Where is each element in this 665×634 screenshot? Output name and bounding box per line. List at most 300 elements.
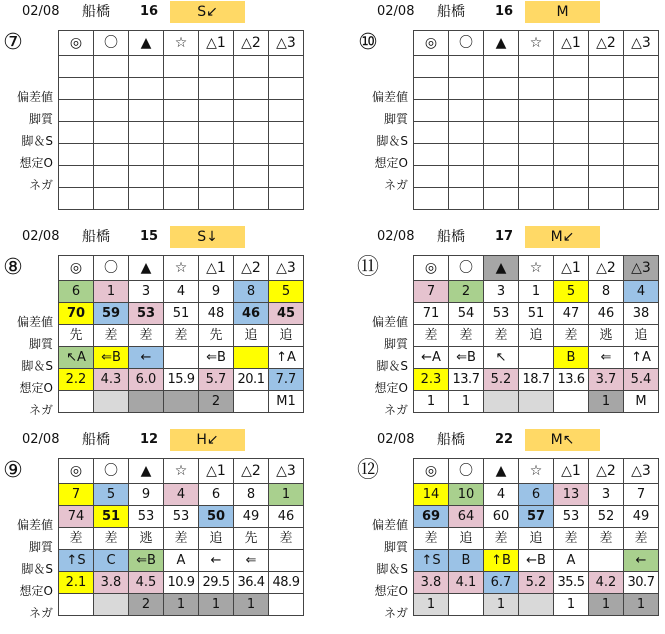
table-cell — [484, 166, 519, 188]
table-cell: 4.1 — [449, 572, 484, 594]
table-cell — [449, 166, 484, 188]
table-cell: 53 — [129, 303, 164, 325]
table-cell: 48.9 — [269, 572, 304, 594]
mark-header-cell: ▲ — [484, 459, 519, 484]
table-cell — [129, 166, 164, 188]
table-cell — [449, 144, 484, 166]
table-cell — [59, 144, 94, 166]
table-cell — [519, 122, 554, 144]
table-cell — [269, 144, 304, 166]
table-cell: 1 — [554, 594, 589, 616]
table-row — [59, 369, 304, 391]
mark-header-cell: △1 — [554, 459, 589, 484]
mark-header-cell: △3 — [624, 256, 659, 281]
table-cell: ⇐B — [129, 550, 164, 572]
table-cell: ← — [199, 550, 234, 572]
race-number: ⑨ — [3, 458, 23, 483]
table-cell — [129, 100, 164, 122]
table-cell — [129, 144, 164, 166]
table-cell: ←A — [414, 347, 449, 369]
mark-header-cell: ◎ — [414, 459, 449, 484]
mark-header-cell: ☆ — [519, 256, 554, 281]
mark-header-cell: 〇 — [94, 256, 129, 281]
table-cell: 10.9 — [164, 572, 199, 594]
table-cell: 6 — [199, 484, 234, 506]
table-row — [414, 369, 659, 391]
race-date: 02/08 — [22, 4, 60, 19]
table-cell: M1 — [269, 391, 304, 413]
race-distance: 15 — [140, 229, 159, 244]
table-cell: 8 — [234, 281, 269, 303]
table-row — [59, 144, 304, 166]
race-number: ⑪ — [356, 255, 379, 280]
race-date: 02/08 — [377, 4, 415, 19]
table-cell — [449, 100, 484, 122]
table-cell: 差 — [414, 325, 449, 347]
row-label: 偏差値 — [371, 315, 408, 329]
table-cell: 2 — [199, 391, 234, 413]
table-cell: 59 — [94, 303, 129, 325]
table-cell — [269, 550, 304, 572]
table-row — [414, 484, 659, 506]
table-cell: 1 — [449, 391, 484, 413]
table-row — [414, 281, 659, 303]
mark-header-cell: △1 — [199, 256, 234, 281]
table-cell — [624, 78, 659, 100]
table-cell: 追 — [234, 325, 269, 347]
table-cell — [589, 122, 624, 144]
table-cell: 5 — [94, 484, 129, 506]
table-cell: B — [554, 347, 589, 369]
table-cell: 53 — [484, 303, 519, 325]
row-label: 想定O — [19, 584, 53, 598]
table-cell — [94, 100, 129, 122]
table-cell: 3.8 — [94, 572, 129, 594]
table-cell — [624, 144, 659, 166]
table-cell — [94, 188, 129, 210]
table-cell: 46 — [589, 303, 624, 325]
table-row — [414, 56, 659, 78]
row-label: 脚質 — [383, 112, 408, 126]
table-cell: 6.0 — [129, 369, 164, 391]
mark-header-row — [59, 31, 304, 56]
table-cell: 5.4 — [624, 369, 659, 391]
table-cell — [234, 78, 269, 100]
table-cell: 8 — [589, 281, 624, 303]
row-labels — [355, 514, 410, 624]
table-cell — [589, 100, 624, 122]
row-label: 脚＆S — [21, 562, 53, 576]
table-cell — [164, 122, 199, 144]
table-cell: 64 — [449, 506, 484, 528]
prediction-table — [58, 30, 304, 210]
mark-header-row — [414, 459, 659, 484]
table-cell: 7 — [624, 484, 659, 506]
mark-header-cell: △3 — [269, 459, 304, 484]
table-cell: 4 — [164, 484, 199, 506]
mark-header-cell: △2 — [234, 256, 269, 281]
table-cell — [199, 144, 234, 166]
table-cell — [129, 78, 164, 100]
row-label: 想定O — [374, 156, 408, 170]
mark-header-cell: ☆ — [164, 459, 199, 484]
mark-header-cell: △3 — [624, 31, 659, 56]
table-cell: 52 — [589, 506, 624, 528]
row-label: ネガ — [28, 178, 53, 192]
table-cell — [449, 594, 484, 616]
race-venue: 船橋 — [437, 432, 465, 448]
table-cell: 逃 — [589, 325, 624, 347]
table-row — [59, 281, 304, 303]
table-row — [59, 550, 304, 572]
mark-header-cell: ▲ — [129, 256, 164, 281]
table-cell — [624, 56, 659, 78]
table-cell: 3 — [484, 281, 519, 303]
table-cell — [94, 144, 129, 166]
table-cell: 差 — [484, 325, 519, 347]
table-cell — [484, 56, 519, 78]
mark-header-cell: △2 — [234, 459, 269, 484]
table-cell: 49 — [234, 506, 269, 528]
mark-header-cell: △2 — [589, 256, 624, 281]
table-row — [59, 325, 304, 347]
table-cell — [519, 347, 554, 369]
table-cell — [269, 594, 304, 616]
table-cell: 1 — [519, 281, 554, 303]
race-panel-p7 — [0, 0, 305, 200]
table-cell — [414, 100, 449, 122]
table-cell: 13.7 — [449, 369, 484, 391]
table-cell — [554, 56, 589, 78]
table-cell — [484, 100, 519, 122]
table-cell — [129, 122, 164, 144]
table-cell — [269, 56, 304, 78]
prediction-table — [58, 458, 304, 616]
table-cell — [554, 100, 589, 122]
table-cell — [129, 56, 164, 78]
table-cell — [164, 78, 199, 100]
mark-header-cell: ◎ — [414, 31, 449, 56]
table-cell — [234, 188, 269, 210]
table-cell — [519, 144, 554, 166]
table-cell — [484, 144, 519, 166]
table-cell — [589, 56, 624, 78]
mark-header-cell: △3 — [624, 459, 659, 484]
table-cell: 1 — [624, 594, 659, 616]
race-number: ⑫ — [356, 458, 379, 483]
table-cell: 18.7 — [519, 369, 554, 391]
table-cell — [164, 166, 199, 188]
table-cell: 追 — [624, 325, 659, 347]
mark-header-cell: 〇 — [449, 256, 484, 281]
mark-header-cell: ☆ — [519, 31, 554, 56]
table-cell — [519, 56, 554, 78]
table-row — [414, 166, 659, 188]
row-labels — [0, 86, 55, 196]
race-distance: 17 — [495, 229, 514, 244]
table-cell: 57 — [519, 506, 554, 528]
row-label: ネガ — [383, 606, 408, 620]
table-cell — [59, 122, 94, 144]
table-cell: 53 — [164, 506, 199, 528]
table-cell — [94, 122, 129, 144]
row-label: ネガ — [28, 606, 53, 620]
race-header — [0, 227, 305, 247]
table-cell — [624, 188, 659, 210]
mark-header-row — [414, 31, 659, 56]
table-cell — [519, 78, 554, 100]
table-cell: 48 — [199, 303, 234, 325]
race-distance: 16 — [140, 4, 159, 19]
table-cell: 差 — [484, 528, 519, 550]
table-row — [59, 78, 304, 100]
table-cell — [519, 100, 554, 122]
table-cell: A — [164, 550, 199, 572]
row-label: 脚＆S — [376, 562, 408, 576]
table-cell: 13.6 — [554, 369, 589, 391]
table-cell: 先 — [59, 325, 94, 347]
mark-header-cell: △2 — [234, 31, 269, 56]
table-cell: ↑A — [269, 347, 304, 369]
table-cell — [234, 347, 269, 369]
race-distance: 12 — [140, 432, 159, 447]
table-cell: 49 — [624, 506, 659, 528]
table-cell — [59, 78, 94, 100]
race-venue: 船橋 — [437, 4, 465, 20]
mark-header-cell: ◎ — [59, 31, 94, 56]
race-date: 02/08 — [377, 229, 415, 244]
table-cell: 2.2 — [59, 369, 94, 391]
table-cell: 2.3 — [414, 369, 449, 391]
table-cell — [199, 166, 234, 188]
table-cell: 差 — [164, 325, 199, 347]
table-cell — [234, 144, 269, 166]
table-cell — [234, 100, 269, 122]
table-cell — [414, 144, 449, 166]
table-cell: 2 — [129, 594, 164, 616]
table-cell: 1 — [269, 484, 304, 506]
table-cell — [59, 56, 94, 78]
table-cell — [449, 122, 484, 144]
row-label: 脚質 — [28, 112, 53, 126]
table-cell — [129, 188, 164, 210]
table-cell — [199, 56, 234, 78]
row-label: 偏差値 — [371, 518, 408, 532]
mark-header-cell: 〇 — [449, 31, 484, 56]
mark-header-cell: ▲ — [484, 256, 519, 281]
table-cell — [94, 391, 129, 413]
table-row — [414, 325, 659, 347]
mark-header-cell: ▲ — [129, 459, 164, 484]
table-cell: 差 — [554, 528, 589, 550]
row-label: 脚＆S — [21, 359, 53, 373]
table-cell: 差 — [129, 325, 164, 347]
table-cell: 60 — [484, 506, 519, 528]
table-cell: 5.2 — [519, 572, 554, 594]
row-label: 偏差値 — [371, 90, 408, 104]
row-label: 脚質 — [28, 540, 53, 554]
table-cell: 3.7 — [589, 369, 624, 391]
table-cell: 先 — [199, 325, 234, 347]
table-cell — [94, 78, 129, 100]
table-cell — [234, 122, 269, 144]
race-panel-p10 — [355, 0, 660, 200]
table-cell: ⇐ — [589, 347, 624, 369]
prediction-table — [413, 458, 659, 616]
table-cell: 1 — [234, 594, 269, 616]
table-row — [414, 391, 659, 413]
table-cell: 45 — [269, 303, 304, 325]
race-panel-p11 — [355, 225, 660, 425]
row-labels — [355, 86, 410, 196]
race-date: 02/08 — [377, 432, 415, 447]
table-cell: 1 — [589, 391, 624, 413]
table-cell: 8 — [234, 484, 269, 506]
table-cell — [624, 122, 659, 144]
table-cell: 逃 — [129, 528, 164, 550]
table-cell: 20.1 — [234, 369, 269, 391]
race-panel-p9 — [0, 428, 305, 628]
table-cell: 差 — [624, 528, 659, 550]
table-cell: C — [94, 550, 129, 572]
table-cell — [449, 78, 484, 100]
track-condition: M↙ — [525, 226, 600, 248]
table-cell: 7.7 — [269, 369, 304, 391]
table-row — [59, 484, 304, 506]
table-cell: 9 — [199, 281, 234, 303]
table-row — [59, 506, 304, 528]
table-cell: 5.2 — [484, 369, 519, 391]
mark-header-cell: △1 — [554, 31, 589, 56]
table-cell: 4.3 — [94, 369, 129, 391]
table-cell: 5 — [269, 281, 304, 303]
mark-header-cell: ▲ — [129, 31, 164, 56]
table-cell — [59, 594, 94, 616]
table-cell — [519, 594, 554, 616]
table-cell: 30.7 — [624, 572, 659, 594]
row-labels — [355, 311, 410, 421]
table-cell: 9 — [129, 484, 164, 506]
mark-header-row — [414, 256, 659, 281]
race-header — [355, 227, 660, 247]
table-cell: ↑A — [624, 347, 659, 369]
prediction-table — [58, 255, 304, 413]
mark-header-cell: △1 — [199, 459, 234, 484]
table-cell: 51 — [94, 506, 129, 528]
race-panel-p8 — [0, 225, 305, 425]
table-cell: 6 — [59, 281, 94, 303]
track-condition: S↙ — [170, 1, 245, 23]
mark-header-cell: △3 — [269, 256, 304, 281]
race-distance: 16 — [495, 4, 514, 19]
table-cell: ↑B — [484, 550, 519, 572]
table-cell — [519, 166, 554, 188]
table-cell: 4 — [164, 281, 199, 303]
table-cell — [554, 391, 589, 413]
table-cell — [624, 100, 659, 122]
table-cell — [164, 391, 199, 413]
row-label: 偏差値 — [16, 315, 53, 329]
table-row — [59, 56, 304, 78]
table-row — [59, 572, 304, 594]
row-label: 偏差値 — [16, 518, 53, 532]
table-cell — [59, 166, 94, 188]
race-header — [0, 2, 305, 22]
table-cell: 1 — [414, 594, 449, 616]
row-label: 脚質 — [383, 337, 408, 351]
table-cell: ↑S — [59, 550, 94, 572]
race-venue: 船橋 — [82, 4, 110, 20]
table-cell — [589, 144, 624, 166]
table-cell: 10 — [449, 484, 484, 506]
table-cell: 2 — [449, 281, 484, 303]
table-cell: 36.4 — [234, 572, 269, 594]
mark-header-cell: ◎ — [59, 459, 94, 484]
mark-header-cell: 〇 — [94, 31, 129, 56]
table-cell: 51 — [164, 303, 199, 325]
table-cell — [589, 550, 624, 572]
mark-header-cell: △1 — [554, 256, 589, 281]
mark-header-cell: ☆ — [164, 256, 199, 281]
race-number: ⑩ — [358, 30, 378, 55]
row-label: ネガ — [383, 178, 408, 192]
table-cell: 5 — [554, 281, 589, 303]
table-cell: 7 — [414, 281, 449, 303]
table-cell: 差 — [59, 528, 94, 550]
table-cell: 2.1 — [59, 572, 94, 594]
table-cell — [269, 166, 304, 188]
table-cell: ⇐ — [234, 550, 269, 572]
mark-header-cell: ▲ — [484, 31, 519, 56]
race-panel-p12 — [355, 428, 660, 628]
row-label: 想定O — [374, 381, 408, 395]
table-cell: 先 — [234, 528, 269, 550]
mark-header-cell: ◎ — [59, 256, 94, 281]
table-cell: 1 — [164, 594, 199, 616]
table-cell — [269, 122, 304, 144]
table-cell — [414, 166, 449, 188]
row-label: ネガ — [383, 403, 408, 417]
table-cell — [484, 188, 519, 210]
mark-header-row — [59, 256, 304, 281]
table-cell: 差 — [414, 528, 449, 550]
table-cell: 35.5 — [554, 572, 589, 594]
table-cell: 4 — [624, 281, 659, 303]
table-cell — [199, 100, 234, 122]
table-cell — [589, 78, 624, 100]
table-cell — [234, 391, 269, 413]
table-cell: ← — [129, 347, 164, 369]
mark-header-cell: ☆ — [164, 31, 199, 56]
table-row — [59, 347, 304, 369]
race-date: 02/08 — [22, 432, 60, 447]
track-condition: S↓ — [170, 226, 245, 248]
row-label: ネガ — [28, 403, 53, 417]
track-condition: H↙ — [170, 429, 245, 451]
row-label: 想定O — [19, 381, 53, 395]
table-cell — [449, 56, 484, 78]
table-cell — [59, 391, 94, 413]
table-cell: M — [624, 391, 659, 413]
table-row — [414, 78, 659, 100]
table-cell: 1 — [414, 391, 449, 413]
table-cell — [59, 188, 94, 210]
table-cell: 47 — [554, 303, 589, 325]
table-cell — [484, 122, 519, 144]
table-row — [59, 122, 304, 144]
table-cell: ⇐B — [199, 347, 234, 369]
race-number: ⑦ — [3, 30, 23, 55]
